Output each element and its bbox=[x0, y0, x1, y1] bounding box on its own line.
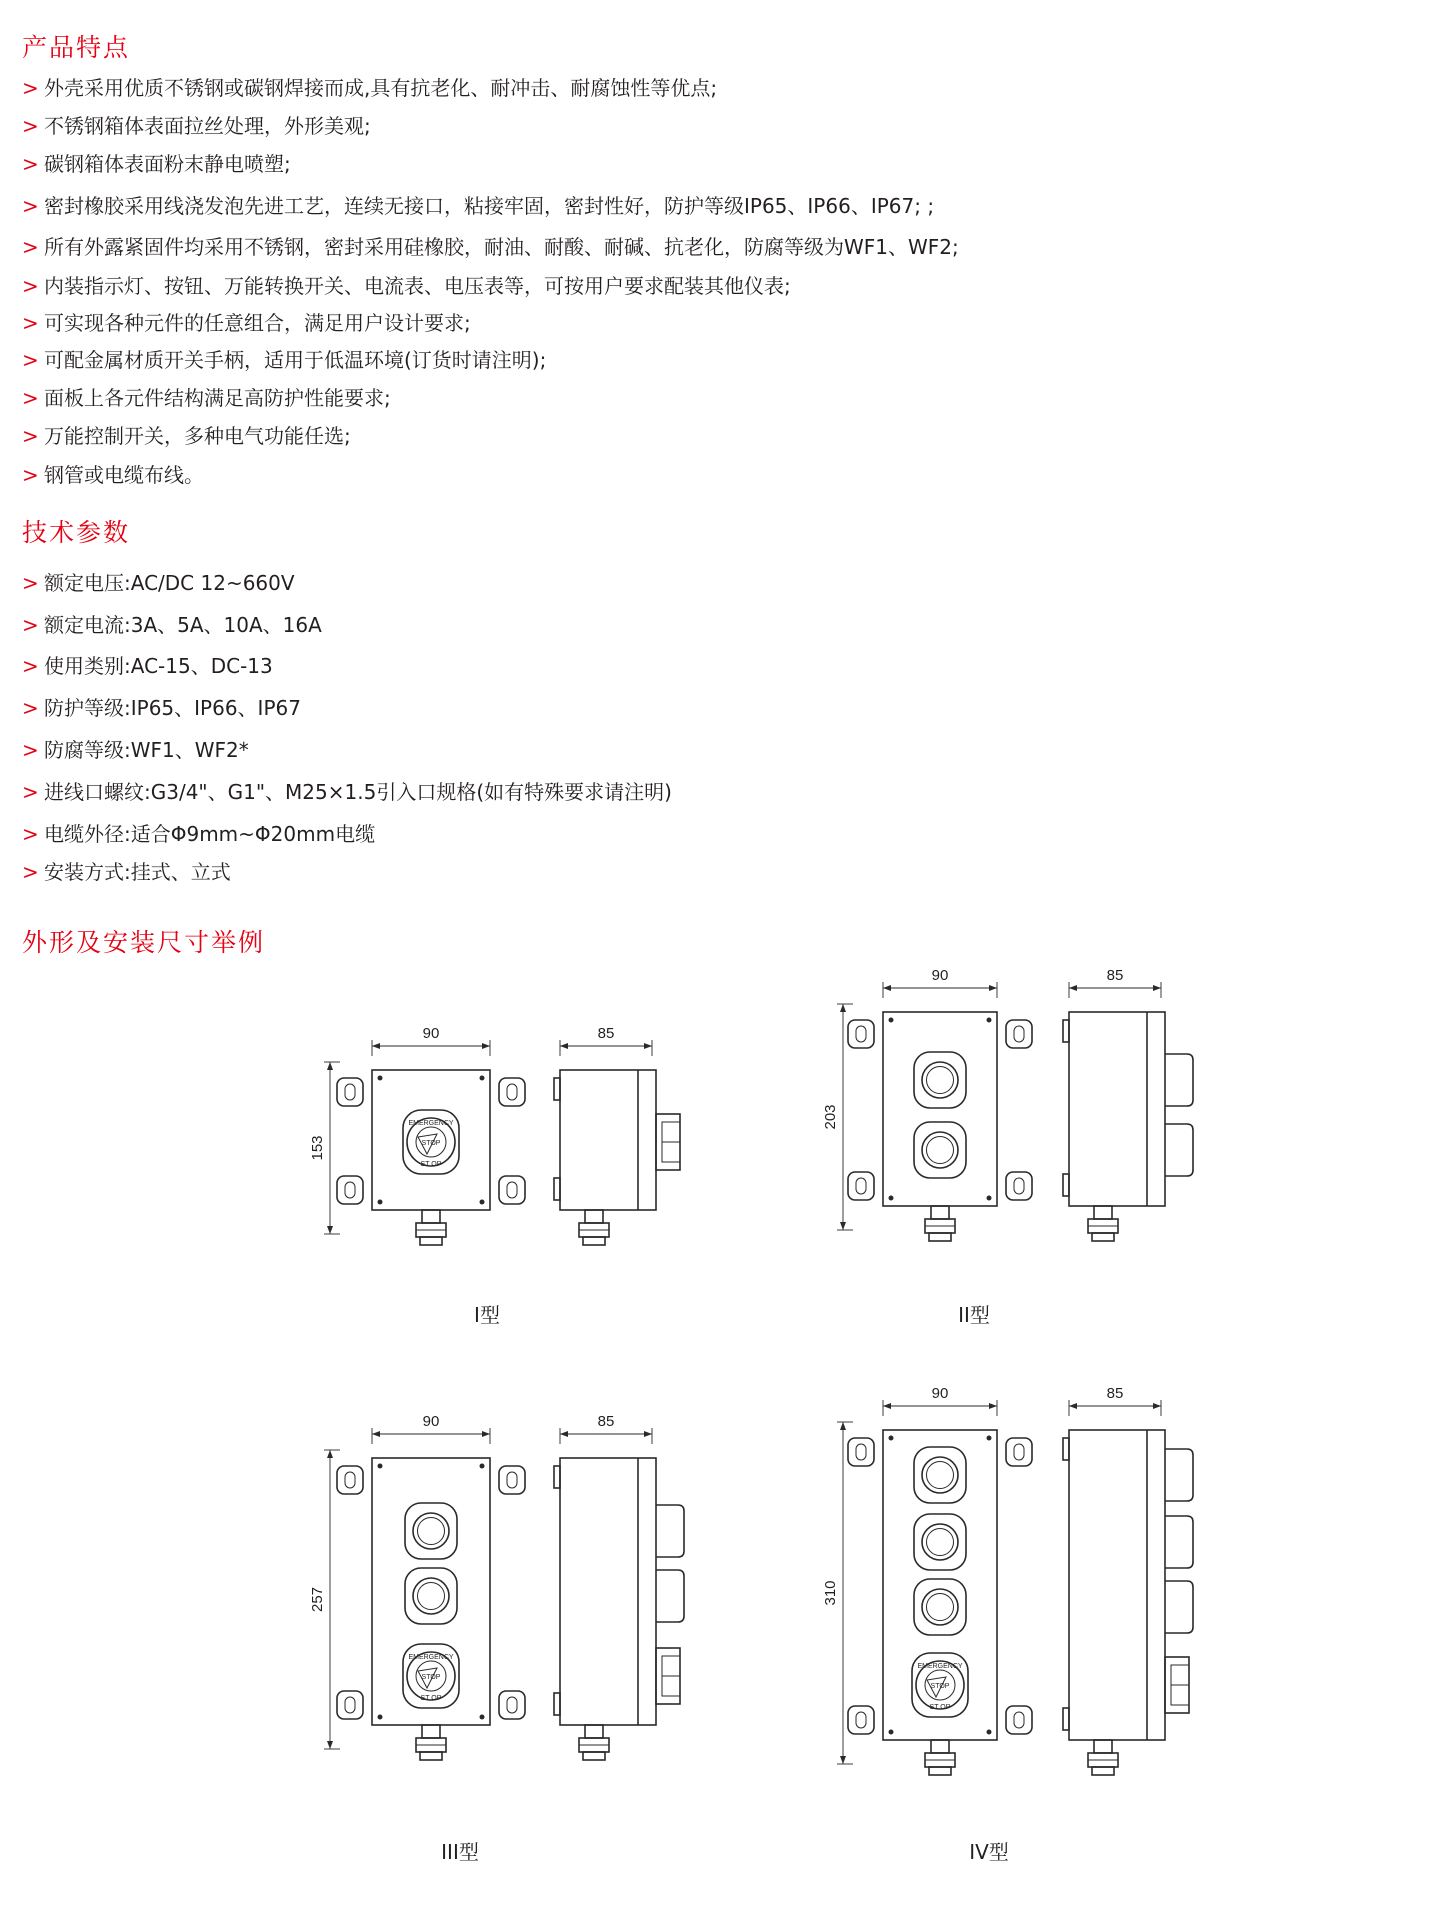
mounting-slot bbox=[856, 1712, 866, 1728]
side-ear bbox=[554, 1078, 560, 1100]
feature-item-text: 可实现各种元件的任意组合，满足用户设计要求; bbox=[44, 311, 471, 335]
bullet-arrow-icon: > bbox=[22, 311, 39, 335]
cable-gland-tip bbox=[1092, 1233, 1114, 1241]
feature-item-text: 碳钢箱体表面粉末静电喷塑; bbox=[44, 152, 291, 176]
mounting-slot bbox=[507, 1182, 517, 1198]
cover-screw bbox=[889, 1730, 894, 1735]
mounting-slot bbox=[507, 1084, 517, 1100]
bullet-arrow-icon: > bbox=[22, 613, 39, 637]
mounting-ear bbox=[499, 1466, 525, 1494]
cable-gland-tip bbox=[929, 1767, 951, 1775]
cable-gland-tip bbox=[420, 1237, 442, 1245]
mounting-slot bbox=[856, 1444, 866, 1460]
dimension-label: 153 bbox=[309, 1135, 326, 1161]
estop-label-center: STOP bbox=[421, 1140, 441, 1147]
estop-label-top: EMERGENCY bbox=[408, 1654, 454, 1661]
pushbutton-cap bbox=[418, 1583, 445, 1610]
cover-screw bbox=[480, 1715, 485, 1720]
bullet-arrow-icon: > bbox=[22, 463, 39, 487]
cable-gland-body bbox=[585, 1725, 603, 1738]
pushbutton-icon bbox=[922, 1524, 958, 1560]
bullet-arrow-icon: > bbox=[22, 348, 39, 372]
enclosure-side bbox=[560, 1070, 656, 1210]
bullet-arrow-icon: > bbox=[22, 424, 39, 448]
side-ear bbox=[554, 1466, 560, 1488]
param-item-text: 额定电流:3A、5A、10A、16A bbox=[44, 613, 322, 637]
side-pushbutton bbox=[1165, 1054, 1193, 1106]
pushbutton-icon bbox=[922, 1132, 958, 1168]
mounting-slot bbox=[507, 1697, 517, 1713]
pushbutton-icon bbox=[922, 1589, 958, 1625]
param-item-text: 防腐等级:WF1、WF2* bbox=[44, 738, 249, 762]
feature-item-text: 内装指示灯、按钮、万能转换开关、电流表、电压表等，可按用户要求配装其他仪表; bbox=[44, 274, 791, 298]
model-caption-3: III型 bbox=[441, 1840, 479, 1864]
mounting-slot bbox=[1014, 1178, 1024, 1194]
model-caption-2: II型 bbox=[958, 1303, 990, 1327]
drawing-model-2 bbox=[822, 967, 1193, 1241]
drawing-model-4 bbox=[822, 1385, 1193, 1775]
cable-gland-body bbox=[1094, 1206, 1112, 1219]
cover-screw bbox=[987, 1018, 992, 1023]
mounting-ear bbox=[1006, 1172, 1032, 1200]
pushbutton-icon bbox=[413, 1578, 449, 1614]
mounting-slot bbox=[345, 1084, 355, 1100]
side-ear bbox=[554, 1693, 560, 1715]
mounting-slot bbox=[856, 1026, 866, 1042]
side-pushbutton bbox=[656, 1570, 684, 1622]
enclosure-front bbox=[883, 1430, 997, 1740]
estop-label-bottom: ST OP bbox=[420, 1161, 442, 1168]
param-item-text: 额定电压:AC/DC 12~660V bbox=[44, 571, 295, 595]
mounting-ear bbox=[499, 1176, 525, 1204]
cable-gland-body bbox=[931, 1206, 949, 1219]
mounting-ear bbox=[848, 1706, 874, 1734]
pushbutton-cap bbox=[927, 1594, 954, 1621]
bullet-arrow-icon: > bbox=[22, 386, 39, 410]
side-ear bbox=[1063, 1020, 1069, 1042]
estop-label-center: STOP bbox=[930, 1683, 950, 1690]
mounting-ear bbox=[848, 1020, 874, 1048]
params-title: 技术参数 bbox=[22, 518, 131, 547]
pushbutton-cap bbox=[927, 1137, 954, 1164]
mounting-ear bbox=[337, 1691, 363, 1719]
enclosure-front bbox=[883, 1012, 997, 1206]
drawing-model-1 bbox=[309, 1025, 680, 1245]
cable-gland-tip bbox=[1092, 1767, 1114, 1775]
mounting-ear bbox=[1006, 1706, 1032, 1734]
cover-screw bbox=[987, 1730, 992, 1735]
pushbutton-cap bbox=[927, 1067, 954, 1094]
pushbutton-cap bbox=[927, 1462, 954, 1489]
param-item-text: 防护等级:IP65、IP66、IP67 bbox=[44, 696, 301, 720]
mounting-ear bbox=[1006, 1438, 1032, 1466]
mounting-slot bbox=[1014, 1712, 1024, 1728]
mounting-ear bbox=[337, 1176, 363, 1204]
dimension-label: 85 bbox=[1106, 967, 1124, 984]
model-caption-1: I型 bbox=[474, 1303, 500, 1327]
estop-label-bottom: ST OP bbox=[420, 1695, 442, 1702]
bullet-arrow-icon: > bbox=[22, 822, 39, 846]
feature-item-text: 万能控制开关，多种电气功能任选; bbox=[44, 424, 351, 448]
bullet-arrow-icon: > bbox=[22, 152, 39, 176]
bullet-arrow-icon: > bbox=[22, 738, 39, 762]
estop-label-top: EMERGENCY bbox=[408, 1120, 454, 1127]
cover-screw bbox=[987, 1436, 992, 1441]
pushbutton-icon bbox=[413, 1513, 449, 1549]
mounting-ear bbox=[337, 1466, 363, 1494]
cover-screw bbox=[480, 1200, 485, 1205]
dimension-label: 90 bbox=[931, 1385, 949, 1402]
param-item-text: 进线口螺纹:G3/4"、G1"、M25×1.5引入口规格(如有特殊要求请注明) bbox=[44, 780, 672, 804]
cover-screw bbox=[889, 1018, 894, 1023]
mounting-slot bbox=[1014, 1444, 1024, 1460]
side-pushbutton bbox=[1165, 1516, 1193, 1568]
mounting-slot bbox=[507, 1472, 517, 1488]
dimension-label: 90 bbox=[931, 967, 949, 984]
enclosure-side bbox=[1069, 1430, 1165, 1740]
cable-gland-tip bbox=[583, 1752, 605, 1760]
cover-screw bbox=[889, 1436, 894, 1441]
enclosure-front bbox=[372, 1458, 490, 1725]
feature-item-text: 密封橡胶采用线浇发泡先进工艺，连续无接口，粘接牢固，密封性好，防护等级IP65、IP66、IP67; ; bbox=[44, 194, 935, 218]
bullet-arrow-icon: > bbox=[22, 76, 39, 100]
dimensions-title: 外形及安装尺寸举例 bbox=[22, 928, 266, 957]
bullet-arrow-icon: > bbox=[22, 274, 39, 298]
dimension-label: 90 bbox=[422, 1025, 440, 1042]
feature-item-text: 可配金属材质开关手柄，适用于低温环境(订货时请注明); bbox=[44, 348, 547, 372]
cable-gland-body bbox=[585, 1210, 603, 1223]
dimension-label: 203 bbox=[822, 1104, 839, 1130]
cover-screw bbox=[378, 1200, 383, 1205]
dimension-label: 85 bbox=[1106, 1385, 1124, 1402]
cover-screw bbox=[987, 1196, 992, 1201]
bullet-arrow-icon: > bbox=[22, 114, 39, 138]
enclosure-side bbox=[1069, 1012, 1165, 1206]
cable-gland-tip bbox=[420, 1752, 442, 1760]
pushbutton-icon bbox=[922, 1457, 958, 1493]
side-ear bbox=[1063, 1174, 1069, 1196]
estop-label-center: STOP bbox=[421, 1674, 441, 1681]
dimension-label: 257 bbox=[309, 1586, 326, 1613]
mounting-slot bbox=[345, 1182, 355, 1198]
cable-gland-tip bbox=[583, 1237, 605, 1245]
dimension-label: 90 bbox=[422, 1413, 440, 1430]
side-pushbutton bbox=[656, 1505, 684, 1557]
feature-item-text: 不锈钢箱体表面拉丝处理，外形美观; bbox=[44, 114, 371, 138]
mounting-ear bbox=[337, 1078, 363, 1106]
side-ear bbox=[1063, 1708, 1069, 1730]
dimension-label: 85 bbox=[597, 1413, 615, 1430]
mounting-ear bbox=[499, 1691, 525, 1719]
bullet-arrow-icon: > bbox=[22, 860, 39, 884]
mounting-ear bbox=[1006, 1020, 1032, 1048]
feature-item-text: 外壳采用优质不锈钢或碳钢焊接而成,具有抗老化、耐冲击、耐腐蚀性等优点; bbox=[44, 76, 718, 100]
cover-screw bbox=[378, 1464, 383, 1469]
bullet-arrow-icon: > bbox=[22, 696, 39, 720]
cover-screw bbox=[480, 1076, 485, 1081]
feature-item-text: 钢管或电缆布线。 bbox=[44, 463, 204, 487]
bullet-arrow-icon: > bbox=[22, 235, 39, 259]
param-item-text: 安装方式:挂式、立式 bbox=[44, 860, 231, 884]
feature-item-text: 面板上各元件结构满足高防护性能要求; bbox=[44, 386, 391, 410]
pushbutton-icon bbox=[922, 1062, 958, 1098]
pushbutton-cap bbox=[927, 1529, 954, 1556]
mounting-slot bbox=[345, 1472, 355, 1488]
bullet-arrow-icon: > bbox=[22, 780, 39, 804]
cable-gland-tip bbox=[929, 1233, 951, 1241]
side-ear bbox=[554, 1178, 560, 1200]
side-ear bbox=[1063, 1438, 1069, 1460]
cover-screw bbox=[889, 1196, 894, 1201]
bullet-arrow-icon: > bbox=[22, 571, 39, 595]
bullet-arrow-icon: > bbox=[22, 654, 39, 678]
mounting-slot bbox=[1014, 1026, 1024, 1042]
feature-item-text: 所有外露紧固件均采用不锈钢，密封采用硅橡胶，耐油、耐酸、耐碱、抗老化，防腐等级为WF1、WF2; bbox=[44, 235, 959, 259]
side-pushbutton bbox=[1165, 1581, 1193, 1633]
cover-screw bbox=[480, 1464, 485, 1469]
param-item-text: 电缆外径:适合Φ9mm~Φ20mm电缆 bbox=[44, 822, 376, 846]
features-title: 产品特点 bbox=[22, 33, 131, 62]
dimension-label: 85 bbox=[597, 1025, 615, 1042]
mounting-ear bbox=[848, 1172, 874, 1200]
side-pushbutton bbox=[1165, 1449, 1193, 1501]
cable-gland-body bbox=[931, 1740, 949, 1753]
mounting-ear bbox=[499, 1078, 525, 1106]
cable-gland-body bbox=[422, 1210, 440, 1223]
param-item-text: 使用类别:AC-15、DC-13 bbox=[44, 654, 273, 678]
cover-screw bbox=[378, 1076, 383, 1081]
cable-gland-body bbox=[422, 1725, 440, 1738]
pushbutton-cap bbox=[418, 1518, 445, 1545]
estop-label-bottom: ST OP bbox=[929, 1704, 951, 1711]
mounting-ear bbox=[848, 1438, 874, 1466]
mounting-slot bbox=[345, 1697, 355, 1713]
cable-gland-body bbox=[1094, 1740, 1112, 1753]
enclosure-side bbox=[560, 1458, 656, 1725]
side-pushbutton bbox=[1165, 1124, 1193, 1176]
model-caption-4: IV型 bbox=[969, 1840, 1009, 1864]
cover-screw bbox=[378, 1715, 383, 1720]
drawing-model-3 bbox=[309, 1413, 684, 1760]
mounting-slot bbox=[856, 1178, 866, 1194]
bullet-arrow-icon: > bbox=[22, 194, 39, 218]
dimension-label: 310 bbox=[822, 1580, 839, 1606]
estop-label-top: EMERGENCY bbox=[917, 1663, 963, 1670]
